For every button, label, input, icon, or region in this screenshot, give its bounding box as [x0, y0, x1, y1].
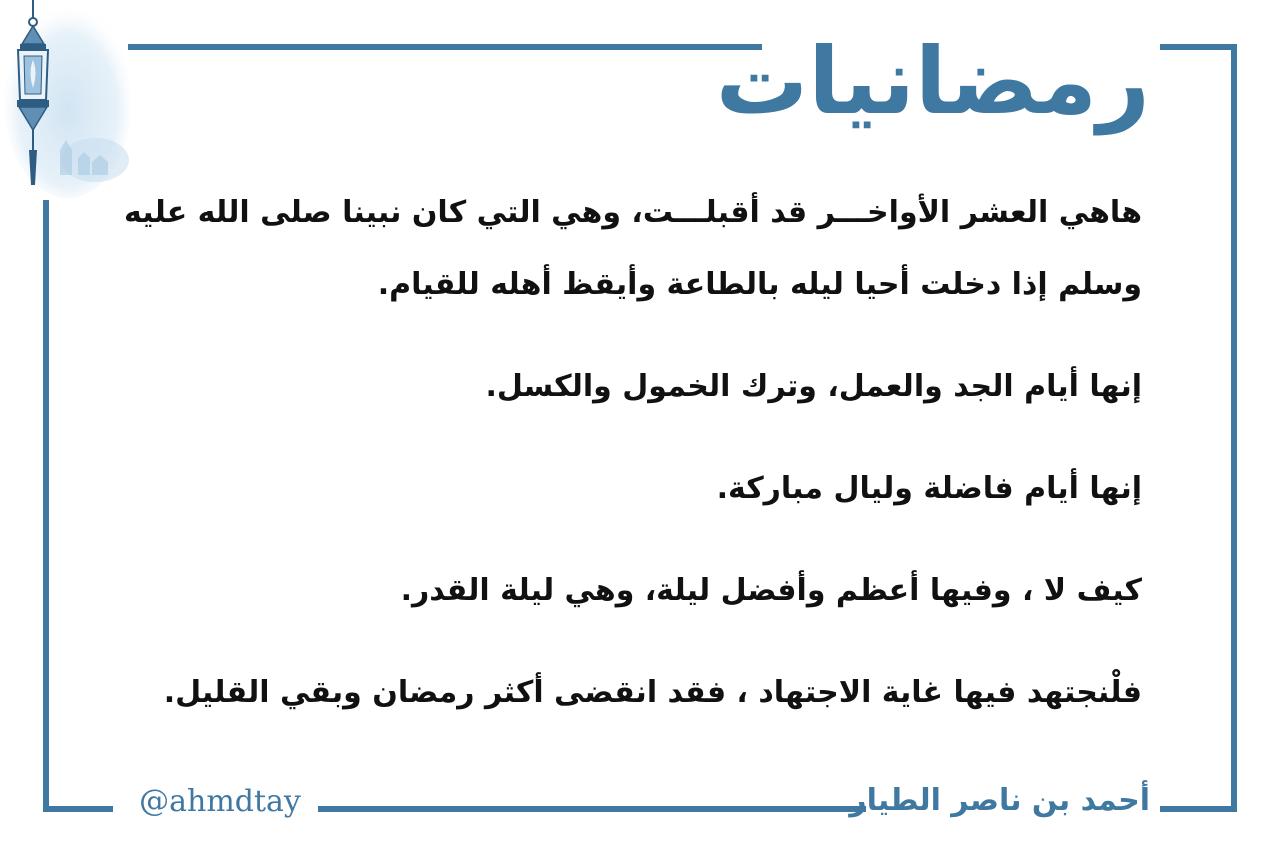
frame-bottom-left-line	[43, 806, 113, 812]
author-name: أحمد بن ناصر الطيار	[849, 783, 1150, 818]
frame-top-right-line	[1160, 44, 1237, 50]
frame-bottom-middle-line	[318, 806, 866, 812]
body-text	[124, 185, 1142, 767]
frame-right-line	[1231, 44, 1237, 812]
text-line: إنها أيام الجد والعمل، وترك الخمول والكسل.	[485, 369, 1142, 404]
text-line: إنها أيام فاضلة وليال مباركة.	[716, 471, 1142, 506]
hanging-lantern-icon	[0, 0, 130, 200]
frame-bottom-right-line	[1160, 806, 1237, 812]
frame-top-left-line	[128, 44, 762, 50]
text-line: هاهي العشر الأواخـــر قد أقبلـــت، وهي التي كان نبينا صلى الله عليه	[124, 195, 1142, 230]
text-line: فلْنجتهد فيها غاية الاجتهاد ، فقد انقضى أكثر رمضان وبقي القليل.	[163, 675, 1142, 710]
page-title: رمضانيات	[715, 28, 1150, 135]
social-handle: @ahmdtay	[139, 784, 301, 819]
text-line: وسلم إذا دخلت أحيا ليله بالطاعة وأيقظ أهله للقيام.	[377, 267, 1142, 302]
text-line: كيف لا ، وفيها أعظم وأفضل ليلة، وهي ليلة القدر.	[400, 573, 1142, 608]
frame-left-line	[43, 200, 49, 812]
